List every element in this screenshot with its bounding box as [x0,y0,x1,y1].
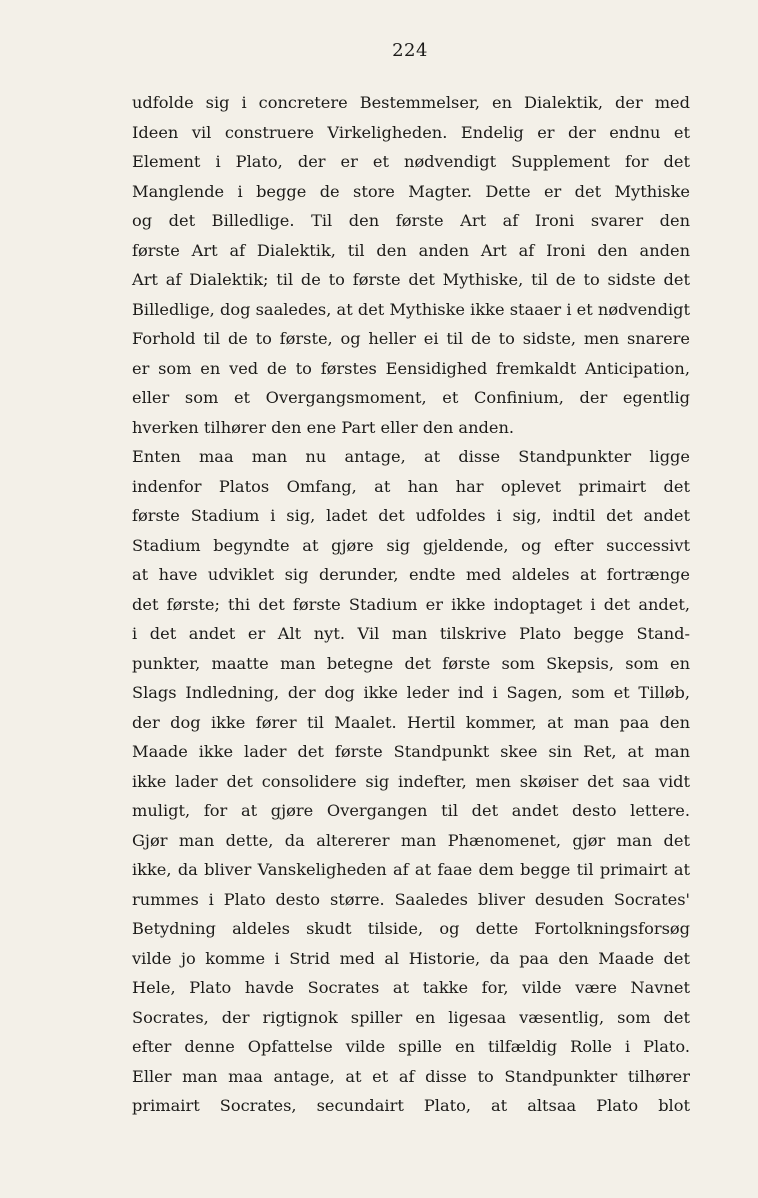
text-line: udfolde sig i concretere Bestemmelser, en Dialektik, der med [132,93,690,112]
text-line: Hele, Plato havde Socrates at takke for, vilde være Navnet [132,978,690,997]
text-line: Slags Indledning, der dog ikke leder ind i Sagen, som et Tilløb, [132,683,690,702]
body-text [132,88,690,1121]
text-line: eller som et Overgangsmoment, et Confinium, der egentlig [132,388,690,407]
text-line: og det Billedlige. Til den første Art af Ironi svarer den [132,211,690,230]
text-line: Art af Dialektik; til de to første det Mythiske, til de to sidste det [132,270,690,289]
text-line: Socrates, der rigtignok spiller en ligesaa væsentlig, som det [132,1007,690,1027]
text-line: primairt Socrates, secundairt Plato, at altsaa Plato blot [132,1096,690,1115]
text-line: efter denne Opfattelse vilde spille en tilfældig Rolle i Plato. [132,1037,690,1056]
text-line: at have udviklet sig derunder, endte med aldeles at fortrænge [132,565,690,584]
text-line: Betydning aldeles skudt tilside, og dette Fortolkningsforsøg [132,919,690,938]
text-line: det første; thi det første Stadium er ikke indoptaget i det andet, [132,594,690,614]
text-line: rummes i Plato desto større. Saaledes bliver desuden Socrates' [132,889,690,909]
text-line: Element i Plato, der er et nødvendigt Supplement for det [132,152,690,171]
text-line: hverken tilhører den ene Part eller den anden. [132,417,515,437]
text-line: Forhold til de to første, og heller ei til de to sidste, men snarere [132,329,690,348]
text-line: Ideen vil construere Virkeligheden. Endelig er der endnu et [132,122,690,142]
page-number: 224 [392,40,428,61]
text-line: første Art af Dialektik, til den anden Art af Ironi den anden [132,240,690,260]
text-line: Gjør man dette, da altererer man Phænomenet, gjør man det [132,830,690,850]
text-line: Manglende i begge de store Magter. Dette er det Mythiske [132,181,690,201]
text-line: ikke, da bliver Vanskeligheden af at faae dem begge til primairt at [132,860,690,879]
text-line: Eller man maa antage, at et af disse to Standpunkter tilhører [132,1066,690,1086]
text-line: Maade ikke lader det første Standpunkt skee sin Ret, at man [132,742,690,761]
text-line: er som en ved de to førstes Eensidighed fremkaldt Anticipation, [132,358,690,378]
text-line: Billedlige, dog saaledes, at det Mythiske ikke staaer i et nødvendigt [132,299,690,319]
text-line: i det andet er Alt nyt. Vil man tilskrive Plato begge Stand- [132,624,690,643]
text-line: muligt, for at gjøre Overgangen til det andet desto lettere. [132,801,690,820]
text-line: Stadium begyndte at gjøre sig gjeldende, og efter successivt [132,535,690,555]
text-line: indenfor Platos Omfang, at han har oplevet primairt det [132,476,690,496]
text-line: Enten maa man nu antage, at disse Standpunkter ligge [132,447,690,466]
text-line: der dog ikke fører til Maalet. Hertil kommer, at man paa den [132,712,690,732]
text-line: ikke lader det consolidere sig indefter, men skøiser det saa vidt [132,771,690,791]
text-line: vilde jo komme i Strid med al Historie, da paa den Maade det [132,948,690,968]
text-line: punkter, maatte man betegne det første som Skepsis, som en [132,653,690,673]
text-line: første Stadium i sig, ladet det udfoldes i sig, indtil det andet [132,506,690,525]
